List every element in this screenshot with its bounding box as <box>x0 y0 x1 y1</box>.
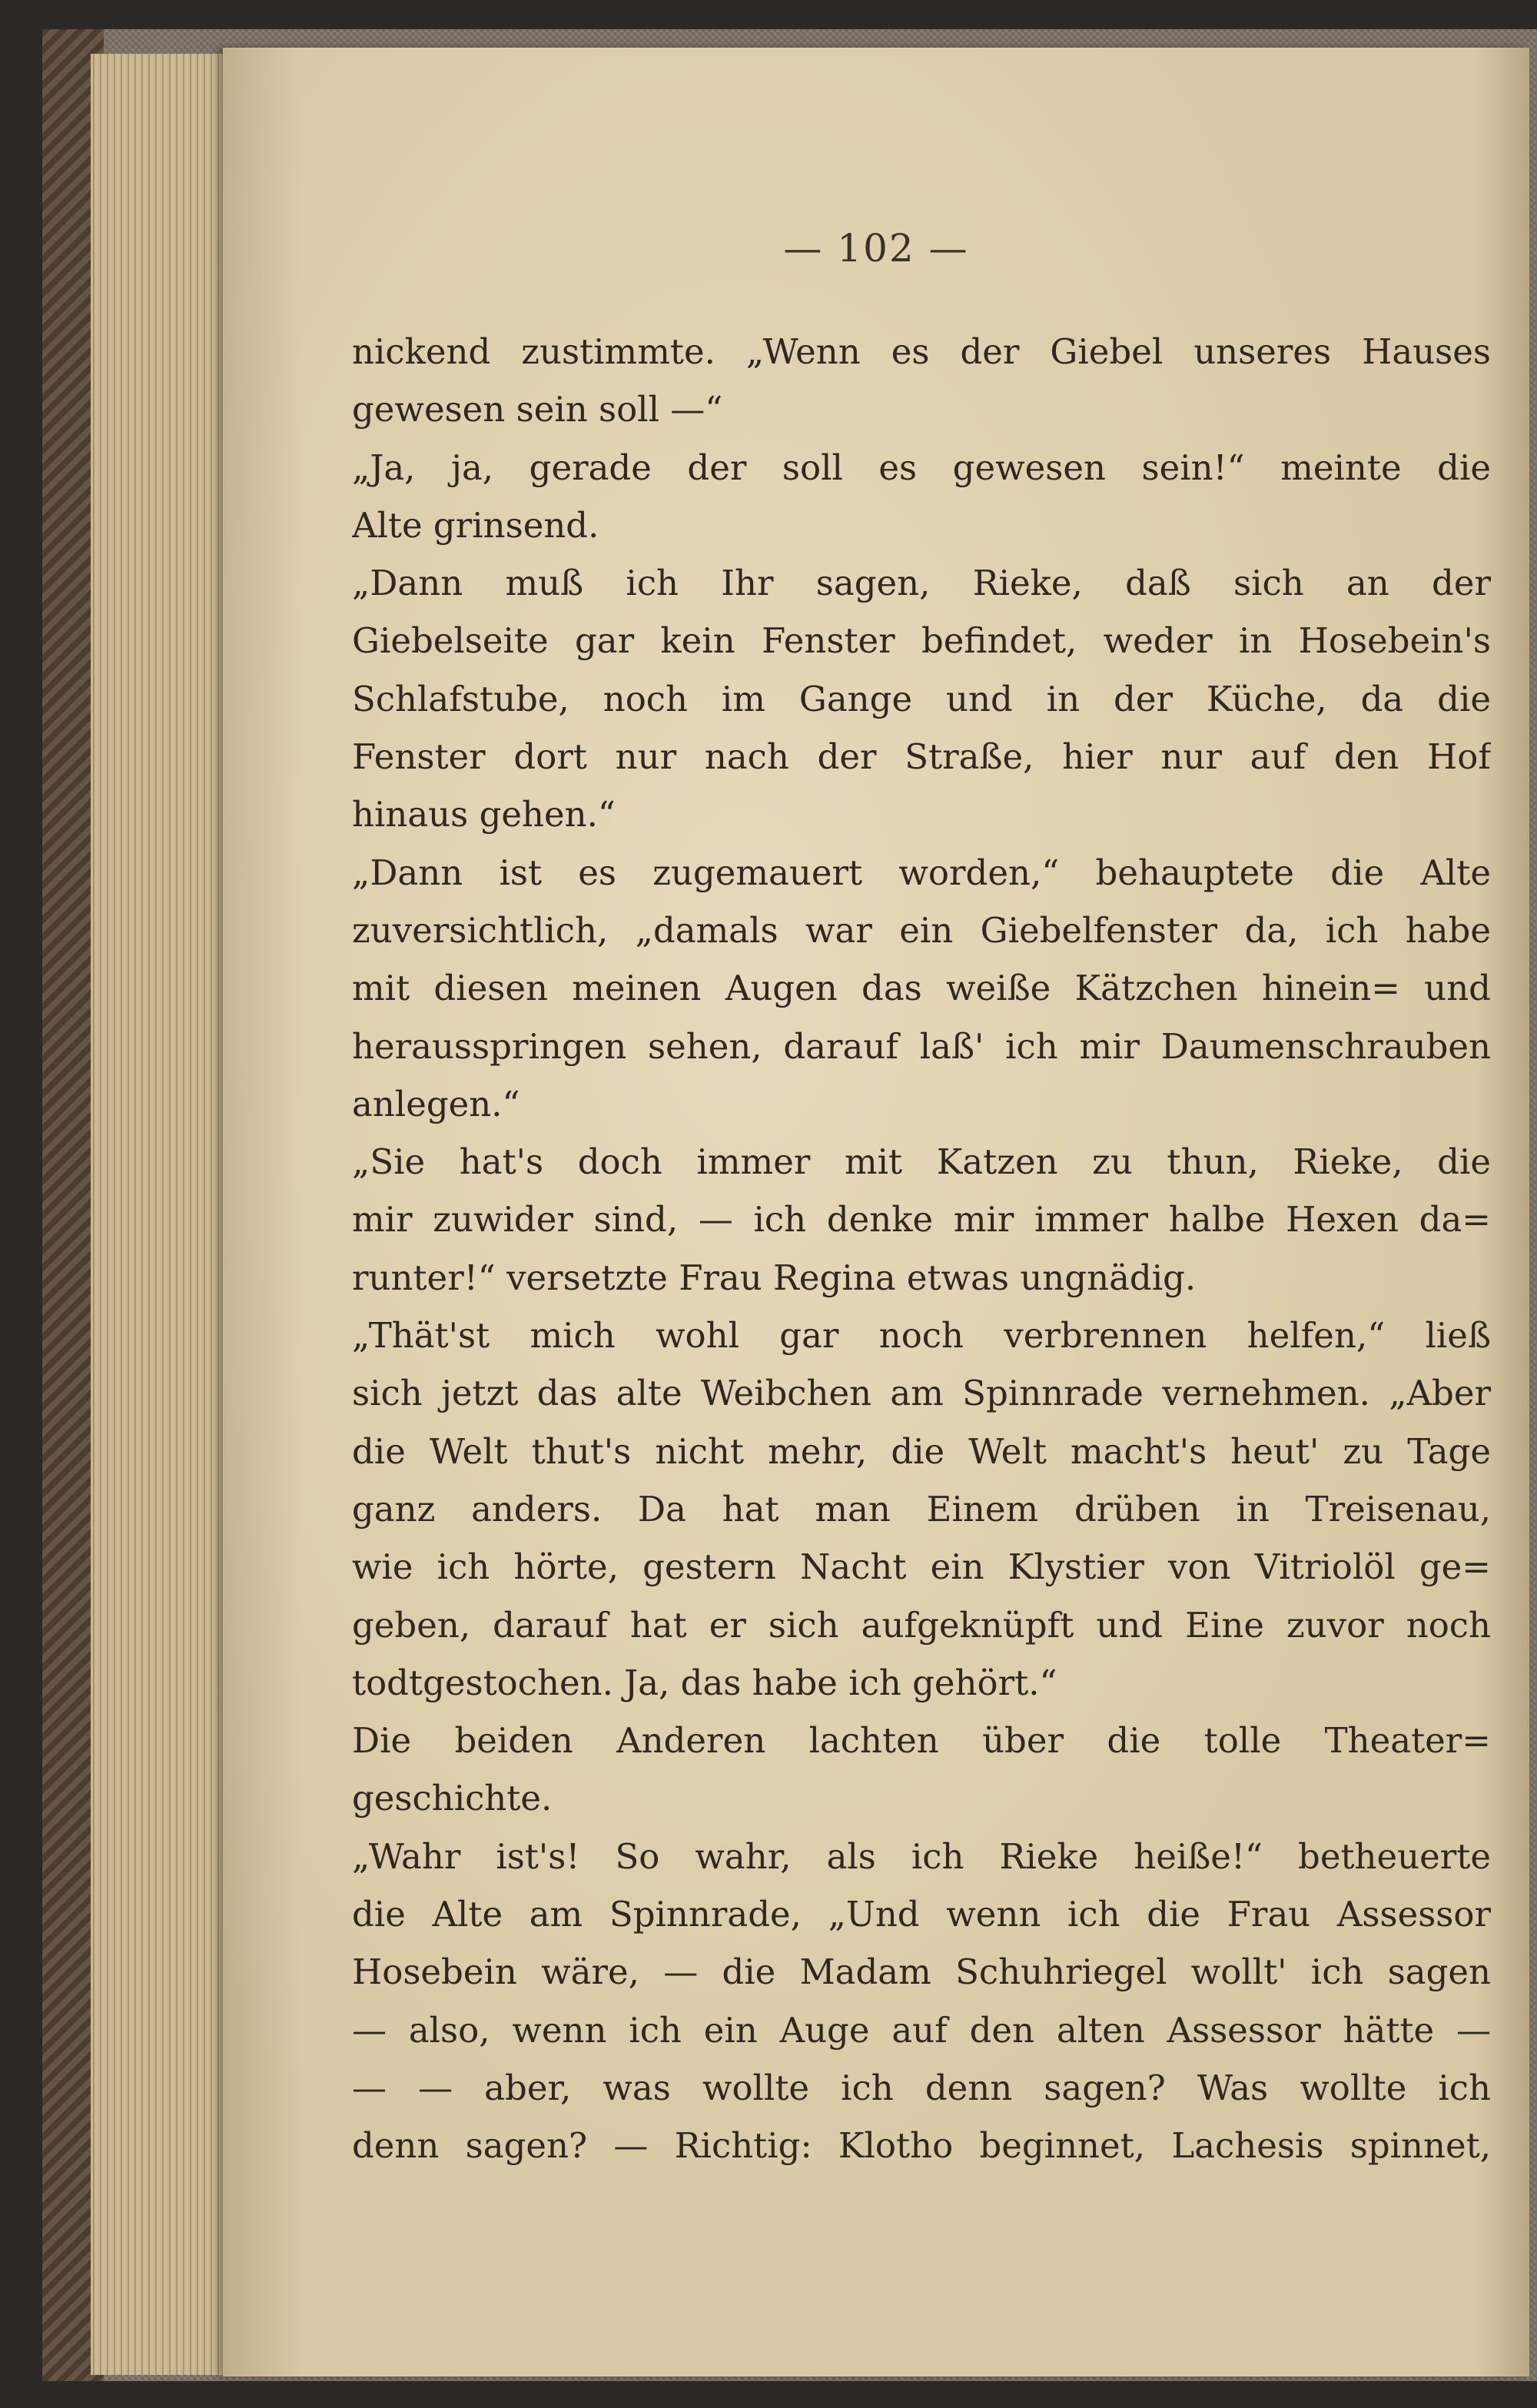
text-line: Die beiden Anderen lachten über die tolle Theater= <box>352 1720 1491 1762</box>
text-line: „Sie hat's doch immer mit Katzen zu thun, Rieke, die <box>352 1141 1491 1183</box>
text-line: mir zuwider sind, — ich denke mir immer halbe Hexen da= <box>352 1199 1491 1241</box>
text-line: „Dann muß ich Ihr sagen, Rieke, daß sich an der <box>352 563 1491 604</box>
text-line: Giebelseite gar kein Fenster befindet, weder in Hosebein's <box>352 620 1491 662</box>
text-line: Hosebein wäre, — die Madam Schuhriegel wollt' ich sagen <box>352 1951 1491 1993</box>
text-line: sich jetzt das alte Weibchen am Spinnrade vernehmen. „Aber <box>352 1373 1491 1414</box>
text-line: Fenster dort nur nach der Straße, hier nur auf den Hof <box>352 736 1491 778</box>
text-line: geben, darauf hat er sich aufgeknüpft und Eine zuvor noch <box>352 1604 1491 1646</box>
text-line: hinaus gehen.“ <box>352 794 616 835</box>
text-line: „Ja, ja, gerade der soll es gewesen sein!“ meinte die <box>352 447 1491 488</box>
text-line: „Wahr ist's! So wahr, als ich Rieke heiße!“ betheuerte <box>352 1835 1491 1877</box>
page-body-text <box>352 323 1491 2175</box>
text-line: die Welt thut's nicht mehr, die Welt macht's heut' zu Tage <box>352 1430 1491 1472</box>
text-line: mit diesen meinen Augen das weiße Kätzchen hinein= und <box>352 968 1491 1009</box>
text-line: „Dann ist es zugemauert worden,“ behauptete die Alte <box>352 852 1491 893</box>
text-line: nickend zustimmte. „Wenn es der Giebel unseres Hauses <box>352 331 1491 372</box>
text-line: Schlafstube, noch im Gange und in der Küche, da die <box>352 678 1491 719</box>
text-line: herausspringen sehen, darauf laß' ich mir Daumenschrauben <box>352 1025 1491 1067</box>
text-line: todtgestochen. Ja, das habe ich gehört.“ <box>352 1662 1057 1703</box>
text-line: gewesen sein soll —“ <box>352 389 723 430</box>
text-line: — also, wenn ich ein Auge auf den alten Assessor hätte — <box>352 2009 1491 2051</box>
text-line: denn sagen? — Richtig: Klotho beginnet, Lachesis spinnet, <box>352 2125 1491 2167</box>
text-line: „Thät'st mich wohl gar noch verbrennen helfen,“ ließ <box>352 1315 1491 1357</box>
text-line: wie ich hörte, gestern Nacht ein Klystier von Vitriolöl ge= <box>352 1546 1491 1588</box>
text-line: — — aber, was wollte ich denn sagen? Was wollte ich <box>352 2067 1491 2108</box>
text-line: ganz anders. Da hat man Einem drüben in Treisenau, <box>352 1488 1491 1529</box>
text-line: geschichte. <box>352 1778 553 1819</box>
text-line: runter!“ versetzte Frau Regina etwas ungnädig. <box>352 1257 1197 1298</box>
book-page <box>223 48 1529 2376</box>
page-edges-stack <box>91 54 237 2375</box>
text-line: Alte grinsend. <box>352 504 599 546</box>
text-line: anlegen.“ <box>352 1083 520 1124</box>
text-line: zuversichtlich, „damals war ein Giebelfenster da, ich habe <box>352 909 1491 951</box>
text-line: die Alte am Spinnrade, „Und wenn ich die Frau Assessor <box>352 1894 1491 1935</box>
page-number: — 102 — <box>783 226 969 271</box>
